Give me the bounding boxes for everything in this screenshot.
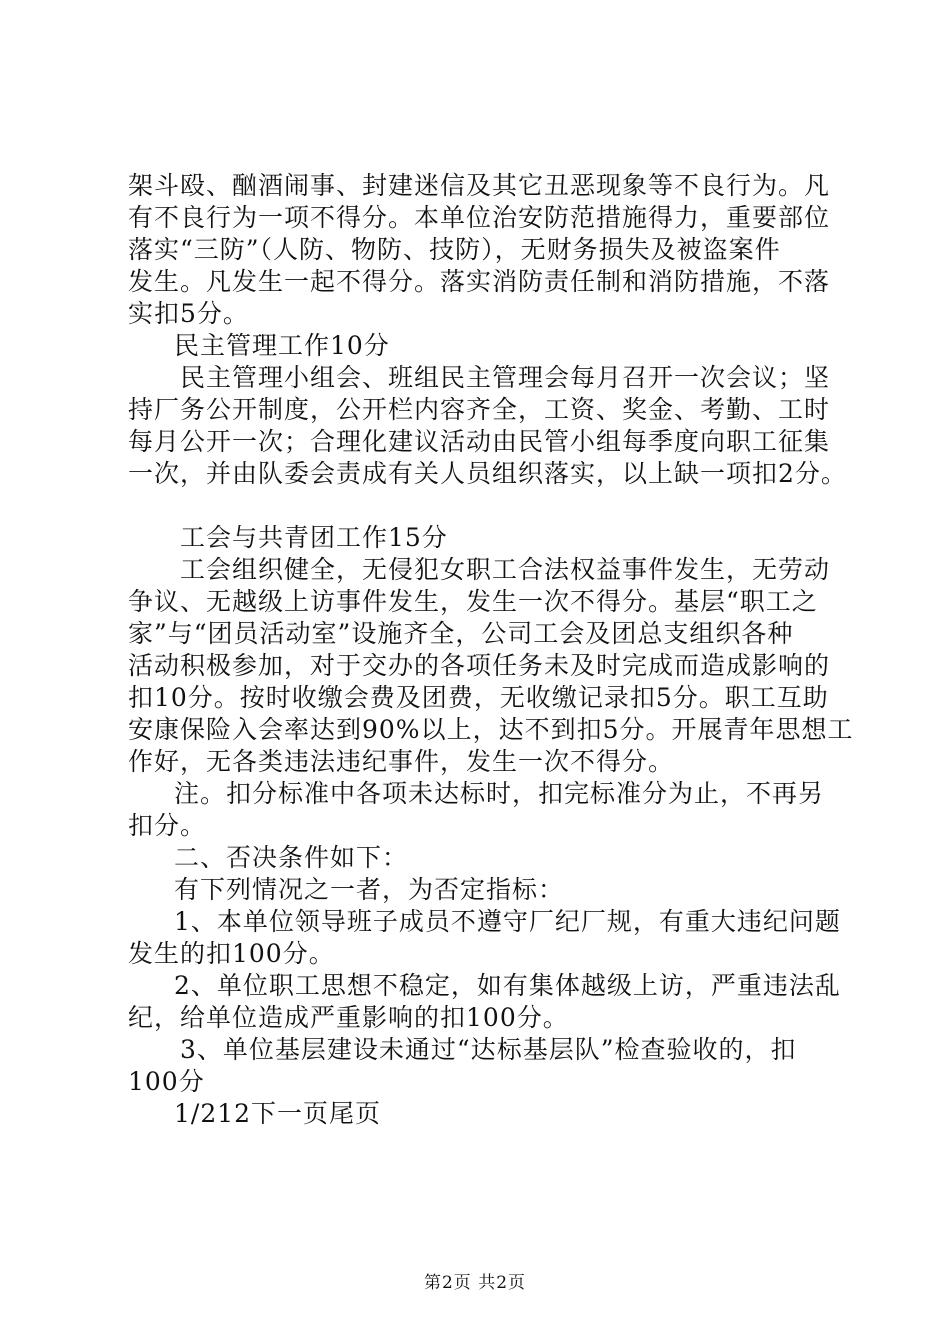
list-item-1: 1、本单位领导班子成员不遵守厂纪厂规，有重大违纪问题 xyxy=(174,907,841,936)
list-item-1-continued: 发生的扣100分。 xyxy=(128,939,335,968)
paragraph-line: 争议、无越级上访事件发生，发生一次不得分。基层“职工之 xyxy=(128,587,818,616)
pagination-text: 1/212下一页尾页 xyxy=(174,1099,382,1128)
paragraph-line: 扣10分。按时收缴会费及团费，无收缴记录扣5分。职工互助 xyxy=(128,683,829,712)
section-heading-democratic-management: 民主管理工作10分 xyxy=(174,331,390,360)
list-item-2: 2、单位职工思想不稳定，如有集体越级上访，严重违法乱 xyxy=(174,971,841,1000)
page-number-label: 第2页 共2页 xyxy=(423,1273,527,1293)
paragraph-line: 民主管理小组会、班组民主管理会每月召开一次会议；坚 xyxy=(180,363,831,392)
paragraph-line: 有不良行为一项不得分。本单位治安防范措施得力，重要部位 xyxy=(128,203,831,232)
paragraph-line: 有下列情况之一者，为否定指标： xyxy=(174,875,565,904)
paragraph-line: 家”与“团员活动室”设施齐全，公司工会及团总支组织各种 xyxy=(128,619,794,648)
note-line: 注。扣分标准中各项未达标时，扣完标准分为止，不再另 xyxy=(174,779,825,808)
paragraph-line: 落实“三防”（人防、物防、技防），无财务损失及被盗案件 xyxy=(128,235,781,264)
paragraph-line: 安康保险入会率达到90%以上，达不到扣5分。开展青年思想工 xyxy=(128,715,854,744)
paragraph-line: 发生。凡发生一起不得分。落实消防责任制和消防措施，不落 xyxy=(128,267,831,296)
paragraph-line: 每月公开一次；合理化建议活动由民管小组每季度向职工征集 xyxy=(128,427,831,456)
document-body xyxy=(128,170,854,1130)
list-item-2-continued: 纪，给单位造成严重影响的扣100分。 xyxy=(128,1003,569,1032)
paragraph-line: 一次，并由队委会责成有关人员组织落实，以上缺一项扣2分。 xyxy=(128,459,847,488)
section-heading-veto-conditions: 二、否决条件如下： xyxy=(174,843,409,872)
note-line: 扣分。 xyxy=(128,811,207,840)
paragraph-line: 实扣5分。 xyxy=(128,299,249,328)
paragraph-line: 架斗殴、酗酒闹事、封建迷信及其它丑恶现象等不良行为。凡 xyxy=(128,171,831,200)
list-item-3: 3、单位基层建设未通过“达标基层队”检查验收的，扣 xyxy=(180,1035,797,1064)
page-footer xyxy=(0,1272,950,1294)
list-item-3-continued: 100分 xyxy=(128,1067,205,1096)
section-heading-union-league: 工会与共青团工作15分 xyxy=(180,523,448,552)
paragraph-line: 持厂务公开制度，公开栏内容齐全，工资、奖金、考勤、工时 xyxy=(128,395,831,424)
paragraph-line: 作好，无各类违法违纪事件，发生一次不得分。 xyxy=(128,747,675,776)
paragraph-line: 工会组织健全，无侵犯女职工合法权益事件发生，无劳动 xyxy=(180,555,831,584)
paragraph-gap xyxy=(128,490,848,522)
paragraph-line: 活动积极参加，对于交办的各项任务未及时完成而造成影响的 xyxy=(128,651,831,680)
